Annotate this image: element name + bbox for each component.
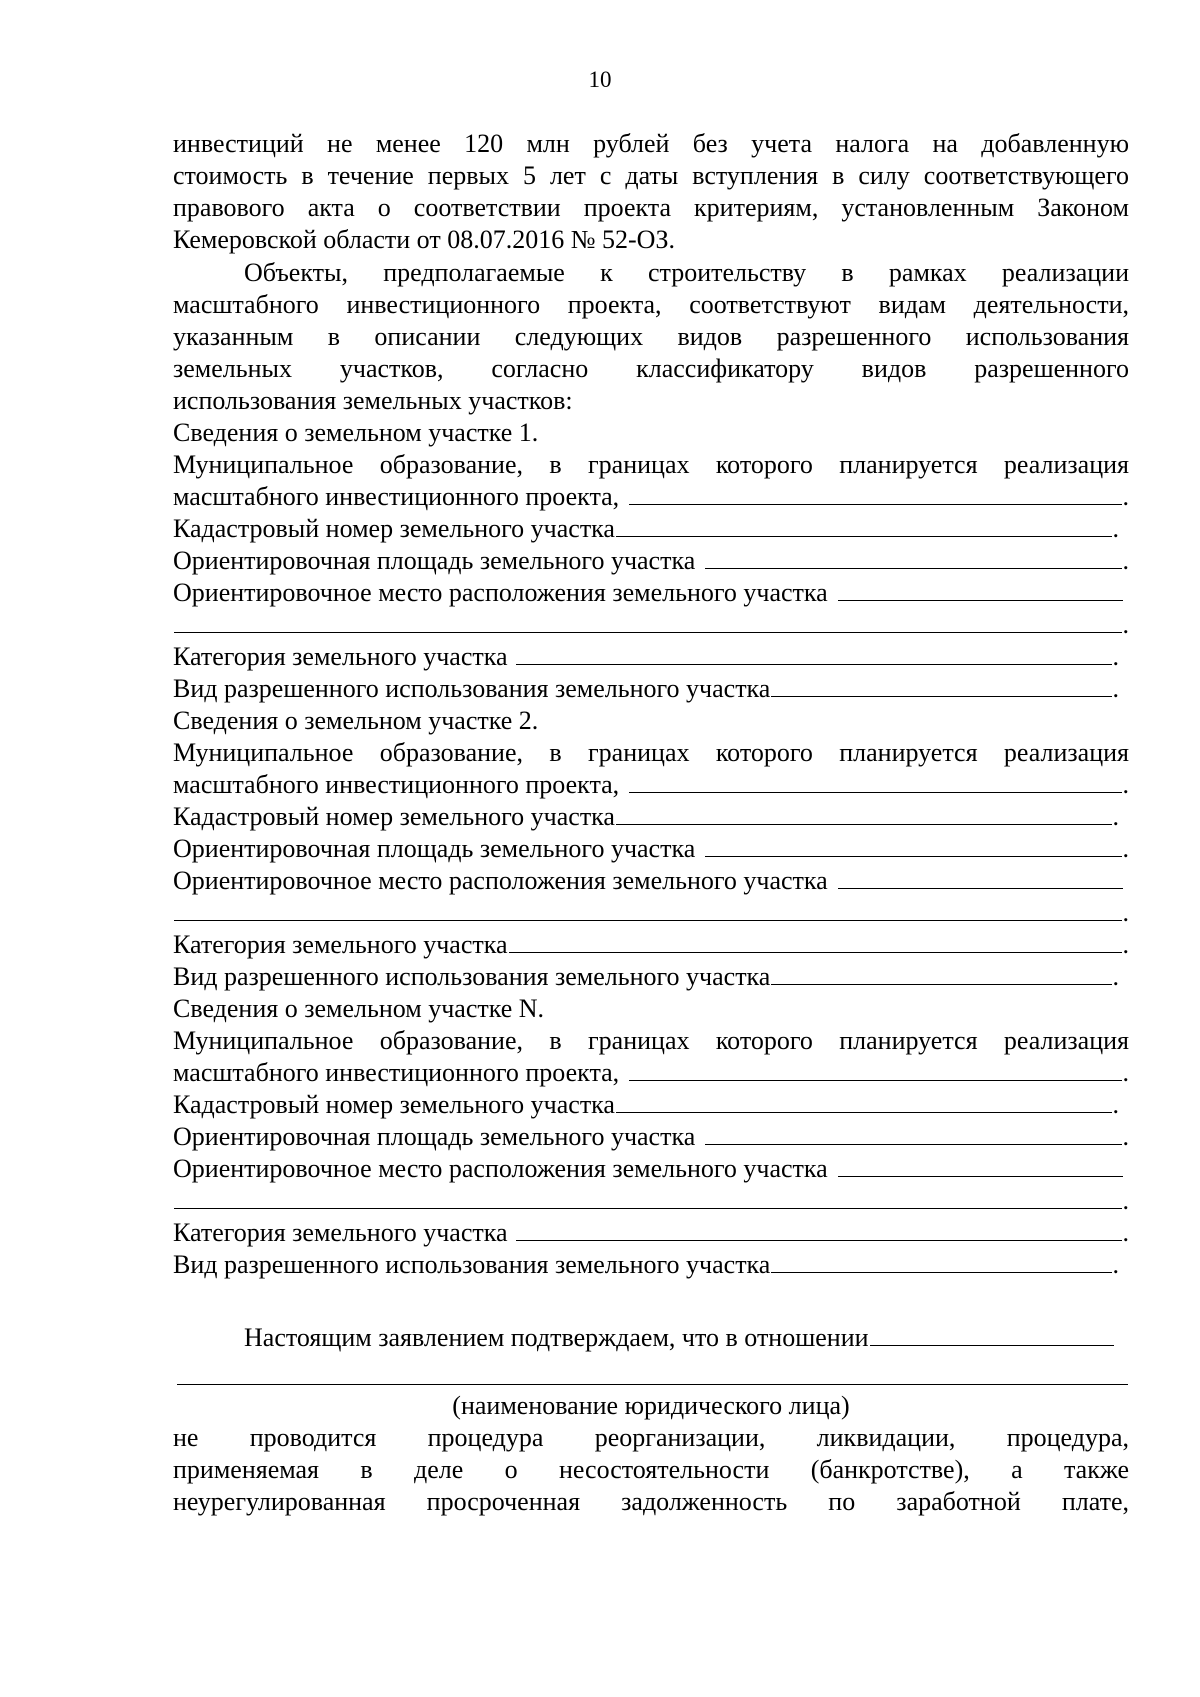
plot-n-location-field-2[interactable]: [174, 1185, 1122, 1209]
plot-2-category-field[interactable]: [509, 929, 1122, 953]
plot-1-use-row: Вид разрешенного использования земельного участка .: [173, 674, 1119, 703]
plot-n-location-row: [173, 1153, 1129, 1185]
plot-1-cadastral-field[interactable]: [616, 513, 1112, 537]
plot-1-location-label: Ориентировочное место расположения земельного участка: [173, 578, 828, 607]
plot-2-area-label: Ориентировочная площадь земельного участка: [173, 834, 696, 863]
statement-line-2: не проводится процедура реорганизации, ликвидации, процедура,: [173, 1423, 1129, 1452]
plot-2-cadastral-row: Кадастровый номер земельного участка .: [173, 802, 1119, 831]
plot-n-municipality-label: масштабного инвестиционного проекта,: [173, 1058, 620, 1087]
intro-line-2: стоимость в течение первых 5 лет с даты вступления в силу соответствующего: [173, 161, 1129, 190]
objects-line-3: указанным в описании следующих видов разрешенного использования: [173, 322, 1129, 351]
plot-n-heading: Сведения о земельном участке N.: [173, 994, 545, 1023]
legal-entity-field-2[interactable]: [177, 1384, 1128, 1385]
plot-n-use-label: Вид разрешенного использования земельного участка: [173, 1250, 771, 1279]
legal-entity-caption: (наименование юридического лица): [452, 1391, 850, 1420]
plot-1-category-field[interactable]: [516, 641, 1112, 665]
plot-2-municipality-line-1: Муниципальное образование, в границах которого планируется реализация: [173, 738, 1129, 767]
plot-n-area-label: Ориентировочная площадь земельного участка: [173, 1122, 696, 1151]
plot-1-municipality-row: масштабного инвестиционного проекта, .: [173, 482, 1129, 511]
plot-2-location-row-2: .: [173, 897, 1129, 929]
plot-1-location-field[interactable]: [838, 577, 1123, 601]
plot-2-location-label: Ориентировочное место расположения земельного участка: [173, 866, 828, 895]
plot-n-municipality-row: масштабного инвестиционного проекта, .: [173, 1058, 1129, 1087]
plot-2-location-field-2[interactable]: [174, 897, 1122, 921]
statement-line-4: неурегулированная просроченная задолженность по заработной плате,: [173, 1487, 1129, 1516]
intro-line-1: инвестиций не менее 120 млн рублей без учета налога на добавленную: [173, 129, 1129, 158]
intro-line-3: правового акта о соответствии проекта критериям, установленным Законом: [173, 193, 1129, 222]
plot-2-category-label: Категория земельного участка: [173, 930, 508, 959]
plot-n-municipality-field[interactable]: [629, 1057, 1121, 1081]
plot-1-category-row: Категория земельного участка .: [173, 642, 1119, 671]
statement-row: [244, 1322, 1115, 1354]
objects-line-1: Объекты, предполагаемые к строительству в рамках реализации: [244, 258, 1129, 287]
legal-entity-field[interactable]: [870, 1322, 1114, 1346]
plot-n-municipality-line-1: Муниципальное образование, в границах которого планируется реализация: [173, 1026, 1129, 1055]
plot-1-area-label: Ориентировочная площадь земельного участка: [173, 546, 696, 575]
plot-2-area-row: Ориентировочная площадь земельного участка .: [173, 834, 1129, 863]
plot-n-cadastral-label: Кадастровый номер земельного участка: [173, 1090, 615, 1119]
plot-1-municipality-line-1: Муниципальное образование, в границах которого планируется реализация: [173, 450, 1129, 479]
statement-line-1: Настоящим заявлением подтверждаем, что в отношении: [244, 1323, 869, 1352]
plot-n-location-field[interactable]: [838, 1153, 1123, 1177]
plot-n-area-field[interactable]: [705, 1121, 1121, 1145]
plot-n-category-field[interactable]: [516, 1217, 1122, 1241]
page-number: 10: [588, 67, 612, 92]
plot-1-municipality-label: масштабного инвестиционного проекта,: [173, 482, 620, 511]
plot-2-location-field[interactable]: [838, 865, 1123, 889]
intro-line-4: Кемеровской области от 08.07.2016 № 52-ОЗ.: [173, 225, 675, 254]
plot-n-use-row: Вид разрешенного использования земельного участка .: [173, 1250, 1119, 1279]
plot-2-municipality-field[interactable]: [629, 769, 1121, 793]
plot-1-location-field-2[interactable]: [174, 609, 1122, 633]
plot-2-use-row: Вид разрешенного использования земельного участка .: [173, 962, 1119, 991]
plot-2-location-row: [173, 865, 1129, 897]
plot-n-category-row: Категория земельного участка .: [173, 1218, 1129, 1247]
objects-line-4: земельных участков, согласно классификатору видов разрешенного: [173, 354, 1129, 383]
plot-2-category-row: Категория земельного участка .: [173, 930, 1129, 959]
plot-1-location-row: [173, 577, 1129, 609]
plot-2-municipality-label: масштабного инвестиционного проекта,: [173, 770, 620, 799]
plot-1-area-field[interactable]: [705, 545, 1121, 569]
plot-1-area-row: Ориентировочная площадь земельного участка .: [173, 546, 1129, 575]
plot-n-location-row-2: .: [173, 1185, 1129, 1217]
plot-2-area-field[interactable]: [705, 833, 1121, 857]
plot-n-cadastral-field[interactable]: [616, 1089, 1112, 1113]
objects-line-2: масштабного инвестиционного проекта, соответствуют видам деятельности,: [173, 290, 1129, 319]
plot-2-use-field[interactable]: [771, 961, 1111, 985]
plot-1-use-field[interactable]: [771, 673, 1111, 697]
plot-1-municipality-field[interactable]: [629, 481, 1121, 505]
plot-1-category-label: Категория земельного участка: [173, 642, 508, 671]
plot-n-use-field[interactable]: [771, 1249, 1111, 1273]
plot-2-municipality-row: масштабного инвестиционного проекта, .: [173, 770, 1129, 799]
plot-1-cadastral-row: Кадастровый номер земельного участка .: [173, 514, 1119, 543]
plot-n-cadastral-row: Кадастровый номер земельного участка .: [173, 1090, 1119, 1119]
plot-2-cadastral-field[interactable]: [616, 801, 1112, 825]
objects-line-5: использования земельных участков:: [173, 386, 573, 415]
plot-2-cadastral-label: Кадастровый номер земельного участка: [173, 802, 615, 831]
plot-1-cadastral-label: Кадастровый номер земельного участка: [173, 514, 615, 543]
plot-n-category-label: Категория земельного участка: [173, 1218, 508, 1247]
plot-1-location-row-2: .: [173, 609, 1129, 641]
plot-1-use-label: Вид разрешенного использования земельного участка: [173, 674, 771, 703]
plot-n-area-row: Ориентировочная площадь земельного участка .: [173, 1122, 1129, 1151]
plot-2-use-label: Вид разрешенного использования земельного участка: [173, 962, 771, 991]
plot-1-heading: Сведения о земельном участке 1.: [173, 418, 539, 447]
plot-n-location-label: Ориентировочное место расположения земельного участка: [173, 1154, 828, 1183]
statement-line-3: применяемая в деле о несостоятельности (банкротстве), а также: [173, 1455, 1129, 1484]
plot-2-heading: Сведения о земельном участке 2.: [173, 706, 539, 735]
